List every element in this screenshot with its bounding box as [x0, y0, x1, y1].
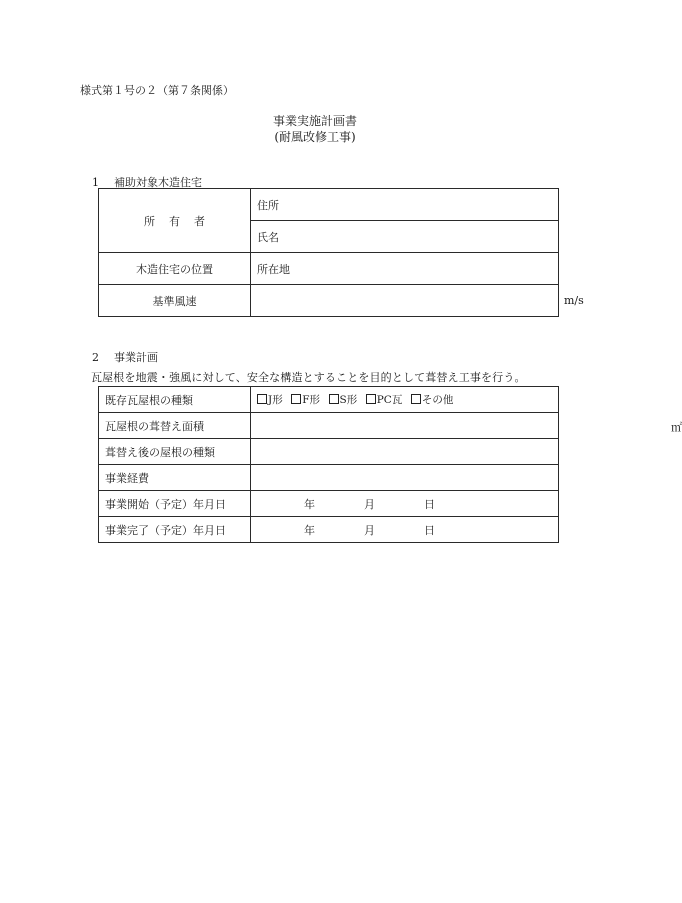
table-row: [99, 439, 559, 465]
location-label: 木造住宅の位置: [99, 253, 251, 285]
existing-roof-label: 既存瓦屋根の種類: [99, 387, 251, 413]
project-plan-table: [98, 386, 682, 543]
table-row: [99, 285, 559, 317]
reroof-area-cell[interactable]: [251, 413, 682, 439]
owner-label: 所 有 者: [99, 189, 251, 253]
name-label: 氏名: [257, 230, 279, 244]
option-pc-tile[interactable]: PC瓦: [366, 392, 403, 407]
checkbox-icon[interactable]: [291, 394, 301, 404]
checkbox-icon[interactable]: [366, 394, 376, 404]
option-other[interactable]: その他: [411, 392, 454, 407]
option-j-type[interactable]: J形: [257, 392, 283, 407]
owner-name-cell[interactable]: [251, 221, 559, 253]
table-row: [99, 189, 559, 221]
address-label: 住所: [257, 198, 279, 212]
checkbox-icon[interactable]: [329, 394, 339, 404]
location-cell[interactable]: [251, 253, 559, 285]
table-row: [99, 253, 559, 285]
checkbox-icon[interactable]: [411, 394, 421, 404]
form-number: 様式第１号の２（第７条関係）: [80, 84, 234, 97]
document-title: 事業実施計画書: [272, 114, 357, 128]
table-row: [99, 413, 559, 439]
section2-number: 2: [92, 351, 99, 364]
target-house-table: [98, 188, 584, 317]
area-unit: ㎡: [671, 421, 682, 434]
owner-address-cell[interactable]: [251, 189, 559, 221]
section1-number: 1: [92, 176, 99, 189]
wind-speed-label: 基準風速: [99, 285, 251, 317]
table-row: [99, 387, 559, 413]
section1-title: 補助対象木造住宅: [114, 176, 202, 189]
project-cost-cell[interactable]: [251, 465, 559, 491]
table-row: [99, 517, 559, 543]
new-roof-cell[interactable]: [251, 439, 559, 465]
document-subtitle: (耐風改修工事): [274, 130, 356, 144]
wind-speed-cell[interactable]: [251, 285, 584, 317]
table-row: [99, 491, 559, 517]
project-cost-label: 事業経費: [99, 465, 251, 491]
table-row: [99, 465, 559, 491]
end-date-cell[interactable]: 年 月 日: [251, 517, 559, 543]
section2-title: 事業計画: [114, 351, 158, 364]
option-s-type[interactable]: S形: [329, 392, 358, 407]
start-date-cell[interactable]: 年 月 日: [251, 491, 559, 517]
new-roof-label: 葺替え後の屋根の種類: [99, 439, 251, 465]
existing-roof-options: [251, 387, 559, 413]
checkbox-icon[interactable]: [257, 394, 267, 404]
location-value: 所在地: [257, 262, 290, 276]
reroof-area-label: 瓦屋根の葺替え面積: [99, 413, 251, 439]
start-date-label: 事業開始（予定）年月日: [99, 491, 251, 517]
wind-speed-unit: m/s: [564, 294, 584, 307]
section2-heading: [92, 349, 158, 365]
end-date-label: 事業完了（予定）年月日: [99, 517, 251, 543]
section2-lead-text: 瓦屋根を地震・強風に対して、安全な構造とすることを目的として葺替え工事を行う。: [91, 371, 526, 384]
option-f-type[interactable]: F形: [291, 392, 320, 407]
